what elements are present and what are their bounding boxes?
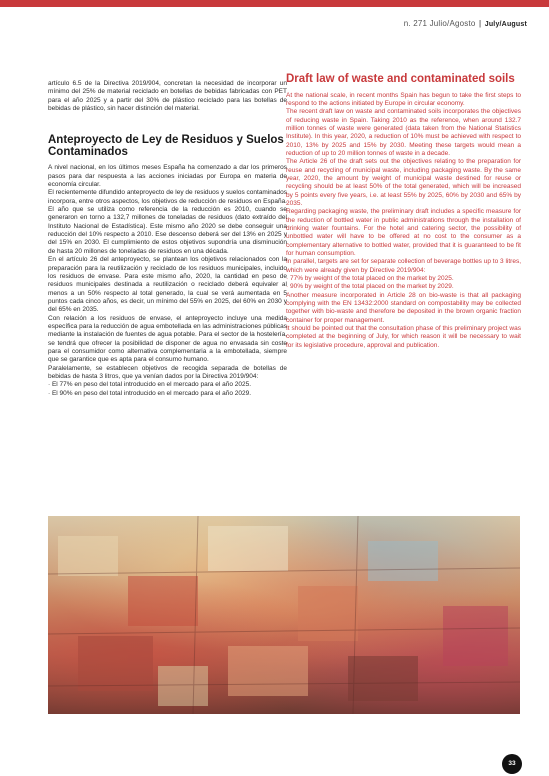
bales-texture [48, 516, 520, 714]
section-heading-es: Anteproyecto de Ley de Residuos y Suelos Contaminados [48, 134, 284, 158]
paragraph: El recientemente difundido anteproyecto de ley de residuos y suelos contaminados incorpora, entre otros aspectos, los objetivos de reducción de residuos en España. El año que se utiliza como referencia de la reducción es 2010, cuando se generaron en torno a 132,7 millones de toneladas de residuos (dato extraído del Instituto Nacional de Estadística). Este mismo año 2020 se debe conseguir una reducción del 10% respecto a 2010. Ese descenso deberá ser del 13% en 2025 y del 15% en 2030. El cumplimiento de estos objetivos supondría una disminución de hasta 20 millones de toneladas de residuos en una década. [48, 189, 287, 255]
paragraph: The Article 26 of the draft sets out the objectives relating to the preparation for reuse and recycling of municipal waste, including packaging waste. By the same year, 2020, the amount by weight of municipal waste destined for reuse or recycling should be at least 50% of the total generated, which will be increased by 5 points every five years, i.e. at least 55% by 2025, 60% by 2030 and 65% by 2035. [286, 158, 521, 207]
paragraph: Con relación a los residuos de envase, el anteproyecto incluye una medida específica para la reducción de agua embotellada en las administraciones públicas mediante la instalación de fuentes de agua potable. Para el sector de la hostelería, se tendrá que ofrecer la posibilidad de disponer de agua no envasada sin coste para el consumidor como alternativa complementaria a la embotellada, siempre que se garantice que es apta para el consumo humano. [48, 314, 287, 364]
header-separator: | [479, 19, 482, 28]
bullet-item: · 90% by weight of the total placed on the market by 2029. [286, 283, 454, 291]
paragraph: Another measure incorporated in Article 28 on bio-waste is that all packaging complying with the EN 13432:2000 standard on compostability may be collected together with bio-waste and therefore be deposited in the brown organic fraction container for proper management. [286, 291, 521, 324]
spanish-column [48, 80, 287, 398]
section-heading-en: Draft law of waste and contaminated soils [286, 73, 515, 85]
paragraph: En el artículo 26 del anteproyecto, se plantean los objetivos relacionados con la preparación para la reutilización y reciclado de los residuos municipales, incluido los residuos de envase. Para este mismo año, 2020, la cantidad en peso de residuos municipales destinada a reutilización o reciclado deberá equivaler al menos a un 50% respecto al total generado, la cual se verá aumentada en 5 puntos cada cinco años, es decir, un mínimo del 55% en 2025, del 60% en 2030 y del 65% en 2035. [48, 256, 287, 314]
bullet-item: · 77% by weight of the total placed on the market by 2025. [286, 275, 454, 283]
issue-label: n. 271 Julio/Agosto [403, 19, 476, 28]
top-accent-bar [0, 0, 549, 7]
paragraph: It should be pointed out that the consultation phase of this preliminary project was completed at the beginning of July, for which reason it will be necessary to wait for its legislative procedure, approval and publication. [286, 325, 521, 349]
page-number-badge: 33 [502, 754, 522, 774]
intro-paragraph: artículo 6.5 de la Directiva 2019/904, concretan la necesidad de incorporar un mínimo del 25% de material reciclado en botellas de bebidas fabricadas con PET para el año 2025 y a partir del 30% de plástico reciclado para las botellas de bebidas de plástico, sin hacer distinción del material. [48, 80, 287, 113]
compressed-plastic-bales-photo [48, 516, 520, 714]
page-header [404, 19, 527, 28]
english-column [286, 73, 521, 350]
bullet-item: · El 77% en peso del total introducido en el mercado para el año 2025. [48, 381, 252, 389]
bullet-item: · El 90% en peso del total introducido en el mercado para el año 2029. [48, 389, 252, 397]
paragraph: Regarding packaging waste, the preliminary draft includes a specific measure for the reduction of bottled water in public administrations through the installation of drinking water fountains. For the hotel and catering sector, the possibility of unbottled water will have to be offered at no cost to the consumer as a complementary alternative to bottled water, provided that it is guaranteed to be fit for human consumption. [286, 208, 521, 258]
paragraph: A nivel nacional, en los últimos meses España ha comenzado a dar los primeros pasos para dar respuesta a las acciones iniciadas por Europa en materia de economía circular. [48, 164, 287, 189]
issue-label-en: July/August [484, 21, 527, 28]
paragraph: The recent draft law on waste and contaminated soils incorporates the objectives of reducing waste in Spain. Taking 2010 as the reference, when around 132.7 million tonnes of waste were generated (data taken from the National Statistics Institute). In this year, 2020, a reduction of 10% must be achieved with respect to 2010, 13% by 2025 and 15% by 2030. Meeting these targets would mean a reduction of up to 20 million tonnes of waste in a decade. [286, 108, 521, 157]
paragraph: Paralelamente, se establecen objetivos de recogida separada de botellas de bebidas de hasta 3 litros, que ya venían dados por la Directiva 2019/904: [48, 364, 287, 380]
paragraph: In parallel, targets are set for separate collection of beverage bottles up to 3 litres, which were already given by Directive 2019/904: [286, 258, 521, 274]
paragraph: At the national scale, in recent months Spain has begun to take the first steps to respond to the actions initiated by Europe in circular economy. [286, 91, 521, 107]
